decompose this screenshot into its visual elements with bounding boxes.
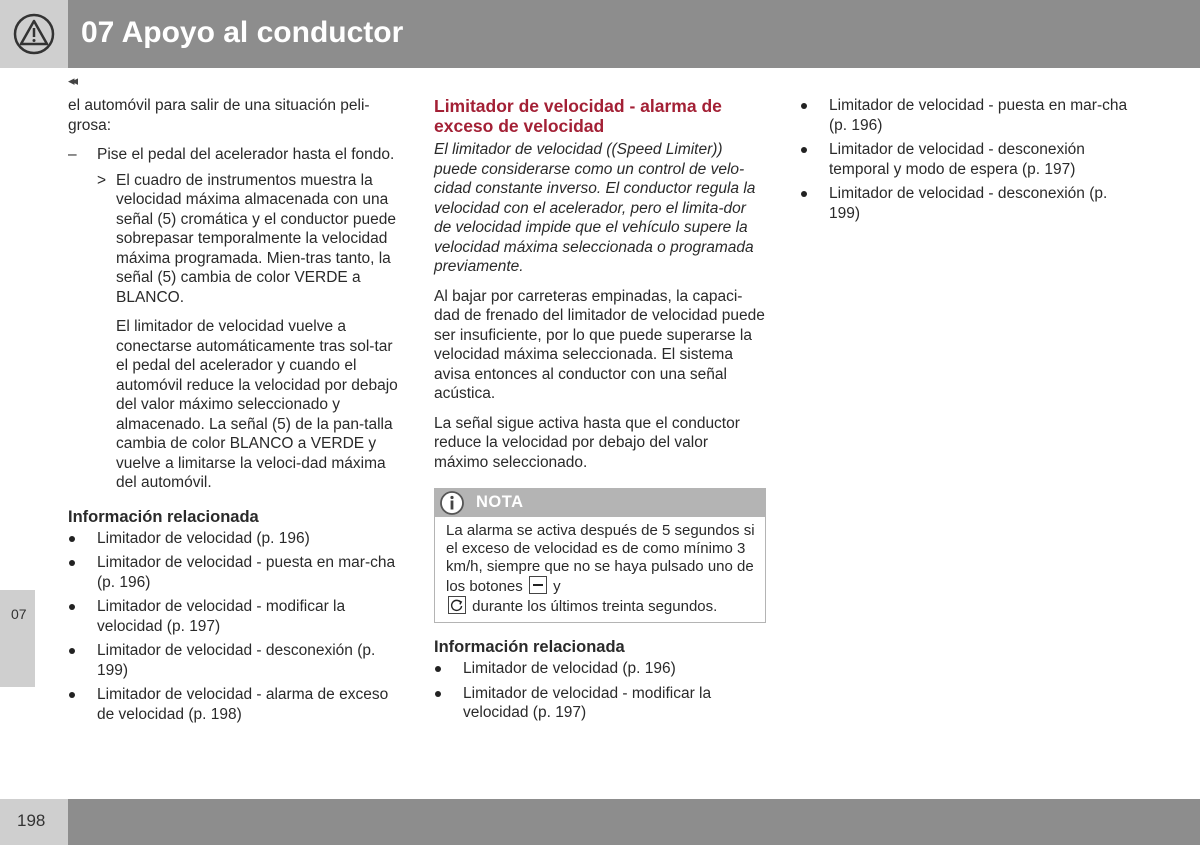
result-text-continued: El limitador de velocidad vuelve a conectarse automáticamente tras sol-tar el pedal del acelerador y cuando el automóvil reduce la velocidad por debajo del valor máximo seleccionado y almacenado. La señal (5) de la pan-talla cambia de color BLANCO a VERDE y vuelve a limitarse la veloci-dad máxima del automóvil.	[116, 318, 398, 491]
bullet-icon	[69, 604, 75, 610]
related-link[interactable]: Limitador de velocidad - alarma de exceso de velocidad (p. 198)	[68, 685, 398, 724]
step-item	[68, 145, 398, 165]
related-link[interactable]: Limitador de velocidad - desconexión temporal y modo de espera (p. 197)	[800, 140, 1130, 179]
bullet-icon	[69, 648, 75, 654]
chapter-header	[0, 0, 1200, 68]
bullet-icon	[69, 560, 75, 566]
related-link[interactable]: Limitador de velocidad - puesta en mar-cha (p. 196)	[800, 96, 1130, 135]
bullet-icon	[801, 103, 807, 109]
related-link[interactable]: Limitador de velocidad - modificar la velocidad (p. 197)	[434, 684, 766, 723]
related-link[interactable]: Limitador de velocidad - desconexión (p. 199)	[68, 641, 398, 680]
result-arrow-marker: >	[97, 171, 107, 189]
section-title: Limitador de velocidad - alarma de exceso de velocidad	[434, 96, 722, 136]
related-link[interactable]: Limitador de velocidad (p. 196)	[68, 529, 398, 549]
warning-triangle-icon	[13, 13, 55, 55]
minus-button-icon	[529, 576, 547, 594]
chapter-title: 07 Apoyo al conductor	[81, 16, 404, 49]
bullet-icon	[435, 666, 441, 672]
related-link[interactable]: Limitador de velocidad - puesta en mar-cha (p. 196)	[68, 553, 398, 592]
bullet-icon	[801, 191, 807, 197]
column-left	[68, 96, 398, 729]
bullet-icon	[69, 536, 75, 542]
note-text-conjunction: y	[553, 578, 561, 595]
bullet-icon	[801, 147, 807, 153]
column-middle	[434, 96, 766, 728]
related-info-title: Información relacionada	[434, 638, 625, 656]
page-number-box	[0, 799, 68, 845]
column-right	[800, 96, 1130, 228]
paragraph: Al bajar por carreteras empinadas, la capaci-dad de frenado del limitador de velocidad puede ser insuficiente, por lo que puede superarse la velocidad máxima seleccionada. El sistema avisa entonces al conductor con una señal acústica.	[434, 287, 765, 402]
note-body	[435, 517, 765, 622]
warning-icon-box	[0, 0, 68, 68]
note-text-end: durante los últimos treinta segundos.	[472, 598, 718, 615]
related-info-list	[68, 529, 398, 725]
resume-button-icon	[448, 596, 466, 614]
side-tab-label: 07	[11, 606, 27, 622]
note-text: La alarma se activa después de 5 segundos si el exceso de velocidad es de como mínimo 3 km/h, siempre que no se haya pulsado uno de los botones	[446, 522, 755, 595]
paragraph: La señal sigue activa hasta que el conductor reduce la velocidad por debajo del valor máximo seleccionado.	[434, 414, 740, 471]
related-link[interactable]: Limitador de velocidad (p. 196)	[434, 659, 766, 679]
result-block	[68, 171, 398, 493]
related-info-list	[434, 659, 766, 723]
related-info-title: Información relacionada	[68, 507, 259, 526]
related-link[interactable]: Limitador de velocidad - modificar la velocidad (p. 197)	[68, 597, 398, 636]
dash-marker: –	[68, 146, 77, 163]
page-footer	[0, 799, 1200, 845]
note-label: NOTA	[476, 493, 524, 511]
chapter-side-tab	[0, 590, 35, 687]
paragraph: el automóvil para salir de una situación peli-grosa:	[68, 97, 370, 134]
bullet-icon	[435, 691, 441, 697]
related-link[interactable]: Limitador de velocidad - desconexión (p. 199)	[800, 184, 1130, 223]
note-box	[434, 488, 766, 623]
continued-from-previous-icon: ◂◂	[68, 73, 76, 88]
step-text: Pise el pedal del acelerador hasta el fondo.	[97, 146, 395, 163]
section-intro: El limitador de velocidad ((Speed Limiter)) puede considerarse como un control de velo-cidad constante inverso. El conductor regula la velocidad con el acelerador, pero el limita-dor de velocidad impide que el vehículo supere la velocidad máxima seleccionada o programada previamente.	[434, 141, 756, 275]
result-text: El cuadro de instrumentos muestra la velocidad máxima almacenada con una señal (5) cromática y el conductor puede sobrepasar temporalmente la velocidad máxima programada. Mien-tras tanto, la señal (5) cambia de color VERDE a BLANCO.	[116, 171, 397, 306]
related-info-list-continued	[800, 96, 1130, 223]
page-number: 198	[17, 811, 46, 830]
note-header	[435, 489, 765, 517]
bullet-icon	[69, 692, 75, 698]
info-icon	[438, 489, 466, 517]
